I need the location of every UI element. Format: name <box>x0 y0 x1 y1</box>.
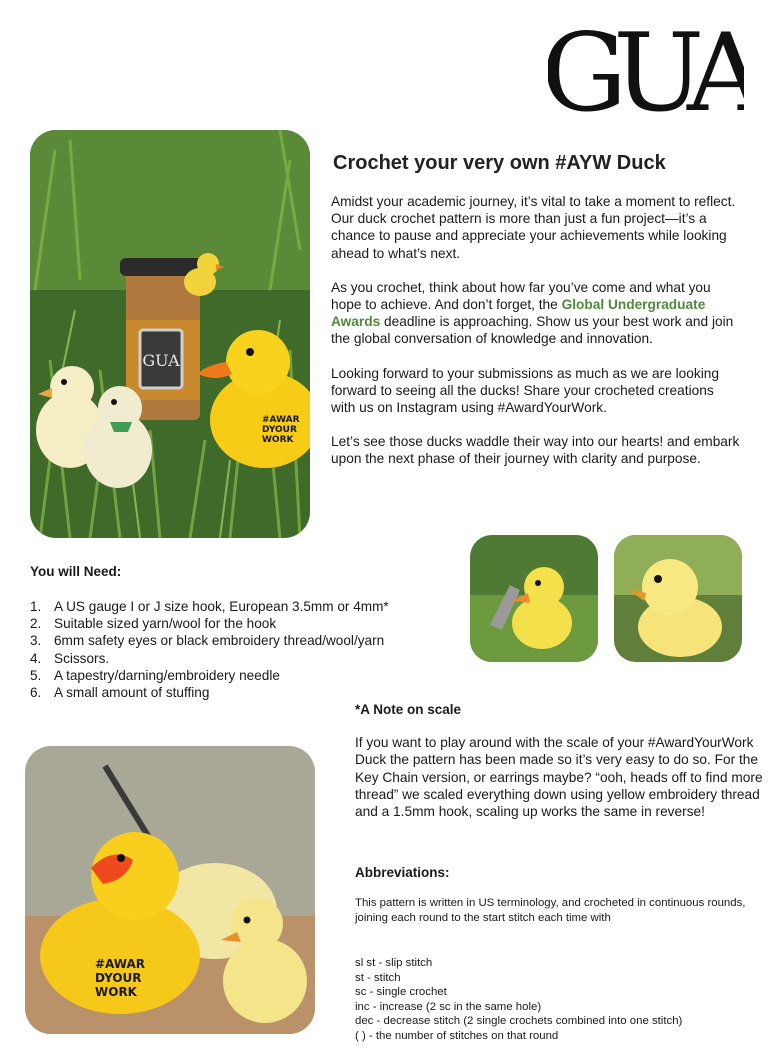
article-title: Crochet your very own #AYW Duck <box>333 152 666 174</box>
ducks-with-yarn-photo <box>25 746 315 1034</box>
note-on-scale-heading: *A Note on scale <box>355 702 462 717</box>
list-text: A US gauge I or J size hook, European 3.5mm or 4mm* <box>54 599 389 614</box>
list-number: 4. <box>30 650 42 666</box>
note-on-scale-text: If you want to play around with the scale of your #AwardYourWork Duck the pattern has been made so it’s very easy to do so. For the Key Chain version, or earrings maybe? “ooh, heads off to find more thread” we scaled everything down using yellow embroidery thread and a 1.5mm hook, scaling up works the same in reverse! <box>355 735 763 820</box>
svg-text:WORK: WORK <box>262 435 294 445</box>
list-number: 6. <box>30 685 42 701</box>
keychain-duck-photo <box>470 535 598 662</box>
list-item: dec - decrease stitch (2 single crochets combined into one stitch) <box>355 1015 683 1028</box>
list-item <box>30 598 389 615</box>
intro-paragraph-4: Let’s see those ducks waddle their way into our hearts! and embark upon the next phase of their journey with clarity and purpose. <box>331 434 740 467</box>
crochet-duck-closeup-photo <box>614 535 742 662</box>
list-number: 2. <box>30 616 42 632</box>
intro-paragraph-2 <box>331 279 741 348</box>
list-text: 6mm safety eyes or black embroidery thread/wool/yarn <box>54 633 385 649</box>
list-text: A tapestry/darning/embroidery needle <box>54 667 280 683</box>
svg-text:#AWAR: #AWAR <box>95 957 146 971</box>
abbreviations-list <box>355 956 682 1044</box>
intro-paragraph-1: Amidst your academic journey, it’s vital to take a moment to reflect. Our duck crochet pattern is more than just a fun project—it’s a chance to pause and appreciate your achievements while looking ahead to what’s next. <box>331 194 736 261</box>
list-item <box>30 684 389 701</box>
ducks-in-grass-photo <box>30 130 310 538</box>
list-text: Suitable sized yarn/wool for the hook <box>54 616 277 632</box>
list-number: 3. <box>30 633 42 649</box>
gua-logo <box>548 18 744 120</box>
you-will-need-heading: You will Need: <box>30 564 122 579</box>
list-item <box>30 632 389 649</box>
abbreviations-heading: Abbreviations: <box>355 865 450 880</box>
svg-text:WORK: WORK <box>95 985 137 999</box>
svg-text:#AWAR: #AWAR <box>262 415 300 425</box>
list-item: inc - increase (2 sc in the same hole) <box>355 1000 542 1013</box>
list-item: st - stitch <box>355 971 401 984</box>
list-item: sc - single crochet <box>355 986 447 999</box>
svg-text:DYOUR: DYOUR <box>262 425 297 435</box>
intro-p2-text-end: deadline is approaching. Show us your best work and join the global conversation of knowledge and innovation. <box>331 314 734 347</box>
list-item <box>30 615 389 632</box>
intro-p2-text: As you crochet, think about how far you’ve come and what you hope to achieve. And don’t forget, the <box>331 279 711 313</box>
list-text: A small amount of stuffing <box>54 685 210 701</box>
svg-text:DYOUR: DYOUR <box>95 971 142 985</box>
abbreviations-intro: This pattern is written in US terminology, and crocheted in continuous rounds, joining each round to the start stitch each time with <box>355 897 746 924</box>
article-intro <box>331 193 741 485</box>
list-item: ( ) - the number of stitches on that round <box>355 1029 559 1042</box>
list-item <box>30 667 389 684</box>
svg-text:GUA: GUA <box>548 18 744 120</box>
gua-awards-link[interactable]: Global Undergraduate Awards <box>331 297 706 330</box>
list-item: sl st - slip stitch <box>355 957 433 969</box>
list-number: 1. <box>30 599 42 614</box>
list-item <box>30 650 389 667</box>
intro-paragraph-3: Looking forward to your submissions as much as we are looking forward to seeing all the ducks! Share your crocheted creations with us on Instagram using #AwardYourWork. <box>331 365 720 416</box>
svg-text:GUA: GUA <box>142 351 180 370</box>
supplies-list <box>30 598 389 701</box>
list-number: 5. <box>30 667 42 683</box>
list-text: Scissors. <box>54 650 110 666</box>
